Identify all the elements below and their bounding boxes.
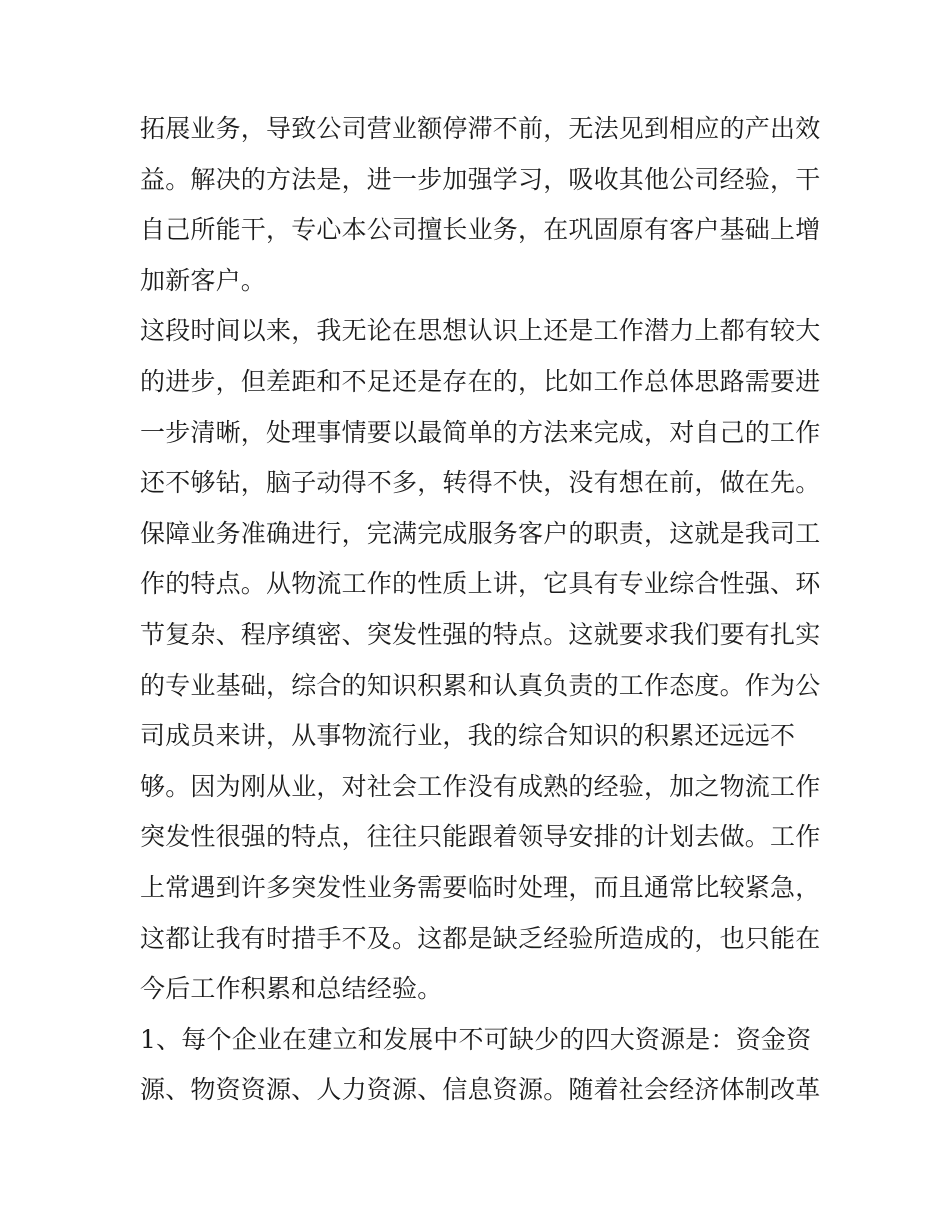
text-line: 的进步，但差距和不足还是存在的，比如工作总体思路需要进 [140, 366, 821, 396]
text-line: 节复杂、程序缜密、突发性强的特点。这就要求我们要有扎实 [140, 619, 821, 649]
text-line: 源、物资资源、人力资源、信息资源。随着社会经济体制改革 [140, 1075, 821, 1105]
paragraph-1 [140, 104, 820, 306]
text-line: 自己所能干，专心本公司擅长业务，在巩固原有客户基础上增 [140, 215, 821, 245]
text-line: 够。因为刚从业，对社会工作没有成熟的经验，加之物流工作 [140, 771, 821, 801]
text-line: 保障业务准确进行，完满完成服务客户的职责，这就是我司工 [140, 518, 821, 548]
paragraph-2 [140, 306, 820, 508]
text-line: 拓展业务，导致公司营业额停滞不前，无法见到相应的产出效 [140, 114, 821, 143]
text-line: 上常遇到许多突发性业务需要临时处理，而且通常比较紧急， [140, 872, 821, 902]
text-line: 今后工作积累和总结经验。 [140, 974, 443, 1004]
text-line: 加新客户。 [140, 265, 267, 295]
document-body [140, 104, 820, 1116]
text-line: 益。解决的方法是，进一步加强学习，吸收其他公司经验，干 [140, 164, 821, 194]
paragraph-3 [140, 509, 820, 1015]
text-line: 还不够钻，脑子动得不多，转得不快，没有想在前，做在先。 [140, 468, 821, 498]
text-line: 这段时间以来，我无论在思想认识上还是工作潜力上都有较大 [140, 316, 821, 346]
text-line: 一步清晰，处理事情要以最简单的方法来完成，对自己的工作 [140, 417, 821, 447]
text-line: 的专业基础，综合的知识积累和认真负责的工作态度。作为公 [140, 670, 821, 700]
text-line: 司成员来讲，从事物流行业，我的综合知识的积累还远远不 [140, 721, 796, 751]
text-line: 这都让我有时措手不及。这都是缺乏经验所造成的，也只能在 [140, 923, 821, 953]
paragraph-4 [140, 1015, 820, 1116]
text-line: 突发性很强的特点，往往只能跟着领导安排的计划去做。工作 [140, 822, 821, 852]
text-line: 作的特点。从物流工作的性质上讲，它具有专业综合性强、环 [140, 569, 821, 599]
text-line: 1、每个企业在建立和发展中不可缺少的四大资源是：资金资 [140, 1024, 812, 1054]
